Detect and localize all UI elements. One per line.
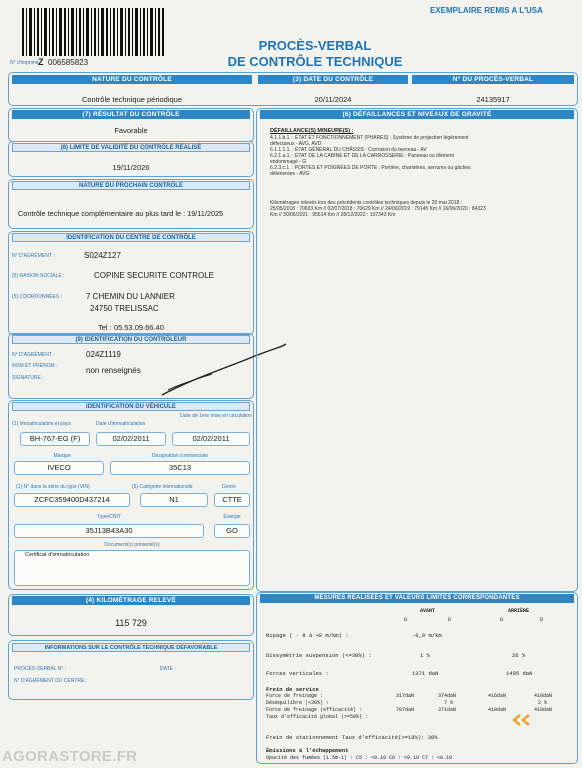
brake-row-b: 374daN — [438, 693, 457, 699]
date-value: 20/11/2024 — [314, 95, 352, 104]
history-line: 25/05/2018 : 70633 Km // 02/07/2018 : 70629 Km // 24/06/2019 : 79145 Km // 16/06/2020 : 84323 — [270, 206, 486, 212]
parking-brake: Frein de stationnement Taux d'efficacité(>=18%): 38% — [266, 734, 438, 741]
vin-value: ZCFC359400D437214 — [14, 493, 130, 507]
centre-address-line1: 7 CHEMIN DU LANNIER — [86, 292, 175, 301]
measure-row-v1: 1371 daN — [412, 670, 439, 677]
rear-d: D — [540, 617, 544, 623]
measure-row-v1: 1 % — [420, 652, 430, 659]
first-use-value: 02/02/2011 — [172, 432, 250, 446]
docs-label: Document(s) présenté(s) — [104, 542, 160, 548]
genre-value: CTTE — [214, 493, 250, 507]
validity-value: 19/11/2026 — [112, 163, 150, 172]
mileage-value: 115 729 — [115, 618, 147, 628]
measure-row-v1: -6,0 m/km — [412, 632, 442, 639]
defect-line: détériorées - AVG — [270, 171, 310, 177]
model-value: 35C13 — [110, 461, 250, 475]
defects-title: DÉFAILLANCE(S) MINEURE(S) : — [270, 128, 354, 134]
centre-phone: Tel : 05.53.09.66.40 — [98, 323, 164, 332]
defects-frame — [256, 108, 578, 592]
rear-label: ARRIÈRE — [508, 608, 530, 614]
rear-g: G — [500, 617, 504, 623]
brake-row-c: 410daN — [488, 707, 507, 713]
category-value: N1 — [140, 493, 208, 507]
measures-header: MESURES RÉALISÉES ET VALEURS LIMITES CORRESPONDANTES — [260, 594, 574, 603]
model-label: Désignation commerciale — [151, 453, 209, 459]
centre-agreement-label: N° D'AGRÉMENT : — [12, 253, 55, 259]
measure-row-v2: 26 % — [512, 652, 526, 659]
mileage-header: (4) KILOMÉTRAGE RELEVÉ — [12, 596, 250, 605]
measure-row-label: Dissymétrie suspension (<=30%) : — [266, 652, 372, 659]
defects-list — [270, 135, 570, 177]
brake-row-b: 7 % — [444, 700, 454, 706]
first-reg-label: Date d'immatriculation — [96, 421, 146, 427]
brake-row-d: 418daN — [534, 707, 553, 713]
reg-label: (1) Immatriculation et pays — [12, 421, 71, 427]
controller-signature-label: SIGNATURE : — [12, 375, 44, 381]
brake-row-b: 371daN — [438, 707, 457, 713]
brake-row-a: 317daN — [396, 693, 415, 699]
type-value: 35J13B43A30 — [14, 524, 204, 538]
date-header: (3) DATE DU CONTRÔLE — [258, 75, 408, 84]
first-reg-value: 02/02/2011 — [96, 432, 166, 446]
nature-value: Contrôle technique périodique — [81, 95, 183, 104]
defect-line: 4.1.1.b.1. : ÉTAT ET FONCTIONNEMENT (PHARES) : Système de projection légèrement — [270, 135, 469, 141]
brake-row-a: 707daN — [396, 707, 415, 713]
copy-note: EXEMPLAIRE REMIS A L'USA — [430, 6, 543, 15]
defects-header: (6) DÉFAILLANCES ET NIVEAUX DE GRAVITÉ — [260, 110, 574, 119]
printed-letter: Z — [38, 57, 44, 67]
brake-row-label: Déséquilibre (<30%) : — [266, 700, 330, 706]
first-use-label: Date de 1ère mise en circulation — [180, 413, 252, 419]
controller-agreement-label: N° D'AGRÉMENT : — [12, 352, 55, 358]
unfavourable-date-label: DATE : — [160, 666, 176, 672]
title-line2: DE CONTRÔLE TECHNIQUE — [227, 54, 403, 69]
unfavourable-pv-label: PROCÈS-VERBAL N° : — [14, 666, 67, 672]
controller-name-value: non renseignés — [86, 366, 141, 375]
result-value: Favorable — [114, 126, 148, 135]
vin-label: (1) N° dans la série du type (VIN) — [16, 484, 90, 490]
brake-row-d: 418daN — [534, 693, 553, 699]
type-label: Type/CNIT — [97, 514, 121, 520]
next-value: Contrôle technique complémentaire au plus tard le : 19/11/2025 — [18, 209, 224, 218]
make-value: IVECO — [14, 461, 104, 475]
history-line: Km // 30/06/2021 : 95514 Km // 28/12/2022 : 107343 Km — [270, 212, 396, 218]
watermark: AGORASTORE.FR — [2, 748, 138, 765]
pv-header: N° DU PROCÈS-VERBAL — [412, 75, 574, 84]
emissions-values: Opacité des fumées (1.5m-1) : C5 : <0.10 C6 : <0.10 C7 : <0.10 — [266, 755, 453, 761]
measure-row-v2: 1495 daN — [506, 670, 533, 677]
validity-header: (8) LIMITE DE VALIDITÉ DU CONTRÔLE RÉALISÉ — [12, 143, 250, 152]
brake-row-c: 416daN — [488, 693, 507, 699]
front-g: G — [404, 617, 408, 623]
defect-line: 6.2.1.a.1. : ÉTAT DE LA CABINE ET DE LA CARROSSERIE : Panneau ou élément — [270, 153, 454, 159]
defect-line: 6.1.1.1.1. : ÉTAT GÉNÉRAL DU CHÂSSIS : Corrosion du berceau - AV — [270, 147, 427, 153]
brake-row-label: Force de freinage (efficacité) : — [266, 707, 363, 713]
barcode-image — [22, 8, 164, 56]
centre-address-line2: 24750 TRELISSAC — [90, 304, 159, 313]
centre-company-label: (5) RAISON SOCIALE : — [12, 273, 65, 279]
front-label: AVANT — [420, 608, 436, 614]
nature-header: NATURE DU CONTRÔLE — [12, 75, 252, 84]
defect-line: endommagé - G — [270, 159, 307, 165]
brake-row-label: Taux d'efficacité global (>=50%) : — [266, 714, 369, 720]
measure-row-label: Forces verticales : — [266, 670, 329, 677]
printed-number: 006585823 — [48, 58, 89, 67]
history-line: Kilométrages relevés lors des précédents contrôles techniques depuis le 20 mai 2018 : — [270, 200, 463, 206]
next-header: NATURE DU PROCHAIN CONTRÔLE — [12, 181, 250, 190]
reg-value: BH-767-EG (F) — [20, 432, 90, 446]
unfavourable-header: INFORMATIONS SUR LE CONTRÔLE TECHNIQUE DÉFAVORABLE — [12, 643, 250, 652]
printed-number-label: N° d'imprimé — [10, 60, 39, 66]
energy-label: Énergie — [223, 514, 241, 520]
controller-agreement-value: 024Z1119 — [86, 350, 121, 359]
brake-row — [266, 700, 576, 707]
result-header: (7) RÉSULTAT DU CONTRÔLE — [12, 110, 250, 119]
mileage-history — [270, 200, 574, 218]
chevron-logo-icon — [510, 712, 532, 728]
centre-company-value: COPINE SECURITE CONTROLE — [94, 271, 215, 280]
centre-frame — [8, 231, 254, 335]
brake-row — [266, 693, 576, 700]
title-line1: PROCÈS-VERBAL — [258, 38, 372, 53]
brake-title: Frein de service — [266, 686, 319, 693]
brake-row-d: 2 % — [538, 700, 548, 706]
make-label: Marque — [53, 453, 71, 459]
energy-value: GO — [214, 524, 250, 538]
front-d: D — [448, 617, 452, 623]
emissions-title: Émissions à l'échappement — [266, 747, 349, 754]
controller-header: (9) IDENTIFICATION DU CONTRÔLEUR — [12, 335, 250, 344]
docs-value: Certificat d'immatriculation — [14, 550, 250, 586]
defect-line: défectueux - AVG, AVD — [270, 141, 322, 147]
pv-value: 24135917 — [476, 95, 510, 104]
genre-label: Genre — [222, 484, 236, 490]
vehicle-header: IDENTIFICATION DU VÉHICULE — [12, 402, 250, 411]
centre-address-label: (5) COORDONNÉES : — [12, 294, 63, 300]
centre-header: IDENTIFICATION DU CENTRE DE CONTRÔLE — [12, 233, 250, 242]
measure-row-label: Ripage ( - 8 à +8 m/km) : — [266, 632, 349, 639]
brake-row-label: Force de freinage : — [266, 693, 324, 699]
unfavourable-centre-label: N° D'AGRÉMENT DU CENTRE : — [14, 678, 88, 684]
centre-agreement-value: S024Z127 — [84, 251, 121, 260]
controller-name-label: NOM ET PRÉNOM : — [12, 363, 58, 369]
category-label: (5) Catégorie internationale — [132, 484, 193, 490]
defect-line: 6.2.3.c.1. : PORTES ET POIGNÉES DE PORTE : Portière, charnières, serrures ou gâches — [270, 165, 471, 171]
